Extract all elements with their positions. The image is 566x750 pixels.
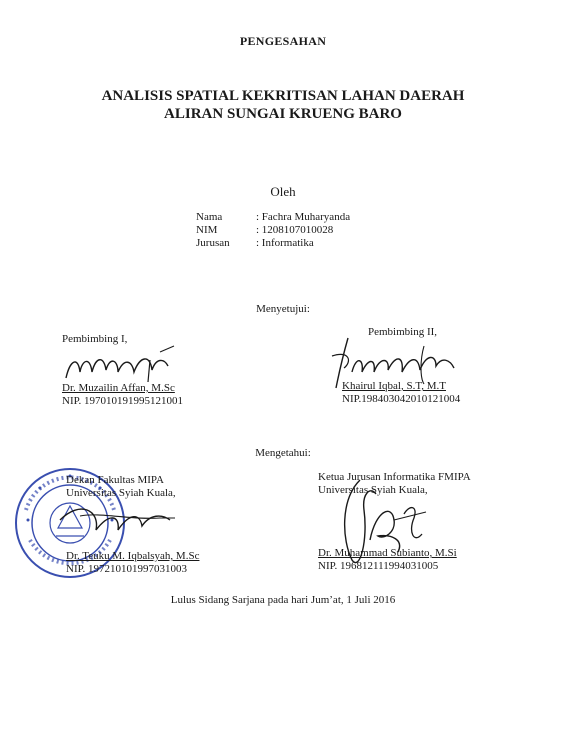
supervisor2-role: Pembimbing II, — [368, 326, 438, 338]
approve-label: Menyetujui: — [256, 303, 310, 315]
head-dept-institution: Universitas Syiah Kuala, — [318, 484, 428, 496]
identity-value: : Informatika — [256, 237, 314, 249]
head-dept-nip: NIP. 196812111994031005 — [318, 560, 439, 572]
thesis-title-line2: ALIRAN SUNGAI KRUENG BARO — [164, 106, 402, 122]
supervisor1-name: Dr. Muzailin Affan, M.Sc — [62, 382, 175, 394]
dean-institution: Universitas Syiah Kuala, — [66, 487, 176, 499]
identity-label: NIM — [196, 224, 218, 236]
acknowledge-label: Mengetahui: — [255, 447, 311, 459]
page-heading: PENGESAHAN — [239, 34, 327, 48]
dean-name: Dr. Teuku M. Iqbalsyah, M.Sc — [66, 550, 200, 562]
identity-value: : 1208107010028 — [256, 224, 334, 236]
supervisor1-nip: NIP. 197010191995121001 — [62, 395, 184, 407]
dean-nip: NIP. 197210101997031003 — [66, 563, 188, 575]
identity-label: Jurusan — [196, 237, 230, 249]
supervisor2-nip: NIP.198403042010121004 — [342, 393, 461, 405]
supervisor1-role: Pembimbing I, — [62, 333, 128, 345]
identity-value: : Fachra Muharyanda — [256, 211, 351, 223]
thesis-title-line1: ANALISIS SPATIAL KEKRITISAN LAHAN DAERAH — [101, 88, 465, 104]
head-dept-role: Ketua Jurusan Informatika FMIPA — [318, 471, 471, 483]
head-dept-name: Dr. Muhammad Subianto, M.Si — [318, 547, 457, 559]
identity-label: Nama — [196, 211, 223, 223]
graduation-footer: Lulus Sidang Sarjana pada hari Jum’at, 1 Juli 2016 — [170, 594, 396, 606]
supervisor2-name: Khairul Iqbal, S.T, M.T — [342, 380, 446, 392]
dean-role: Dekan Fakultas MIPA — [66, 474, 164, 486]
by-label: Oleh — [270, 184, 296, 199]
